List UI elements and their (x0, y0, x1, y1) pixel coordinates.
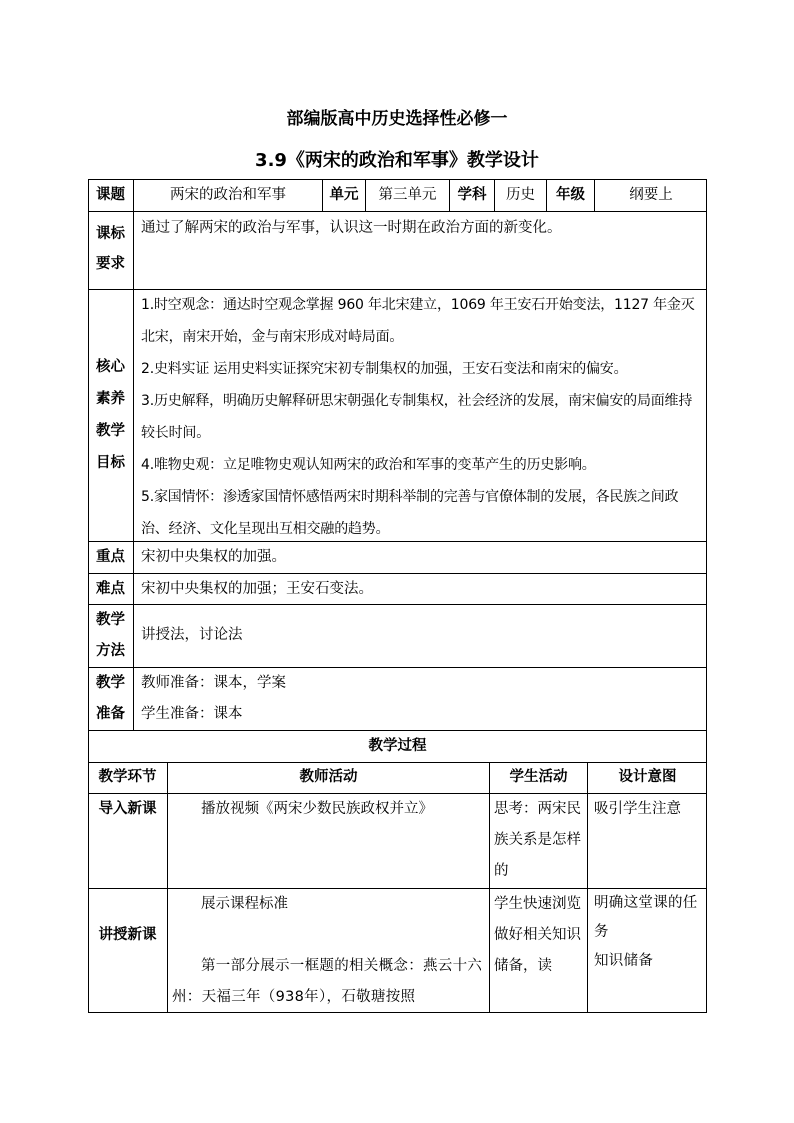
table-row-student: 思考：两宋民族关系是怎样的 (494, 801, 581, 879)
column-header-intent: 设计意图 (618, 769, 677, 785)
prep-label: 教学 准备 (96, 675, 125, 722)
document-subtitle: 3.9《两宋的政治和军事》教学设计 (255, 150, 539, 171)
key-point-text: 宋初中央集权的加强。 (141, 549, 286, 565)
literacy-goal-item: 4.唯物史观：立足唯物史观认知两宋的政治和军事的变革产生的历史影响。 (141, 457, 596, 473)
column-header-stage: 教学环节 (98, 769, 157, 785)
literacy-goal-item: 5.家国情怀：渗透家国情怀感悟两宋时期科举制的完善与官僚体制的发展，各民族之间政治、经济、文化呈现出互相交融的趋势。 (141, 489, 679, 537)
prep-teacher: 教师准备：课本，学案 (141, 675, 286, 691)
standard-label: 课标 要求 (96, 226, 125, 272)
document-title: 部编版高中历史选择性必修一 (286, 109, 508, 129)
table-row-stage: 讲授新课 (98, 927, 157, 943)
key-point-label: 重点 (96, 549, 125, 565)
table-row-intent: 明确这堂课的任务 知识储备 (594, 895, 698, 969)
topic-value: 两宋的政治和军事 (170, 187, 286, 203)
table-row-student: 学生快速浏览做好相关知识储备，读 (494, 896, 581, 974)
literacy-goal-item: 2.史料实证 运用史料实证探究宋初专制集权的加强，王安石变法和南宋的偏安。 (141, 361, 628, 377)
standard-text: 通过了解两宋的政治与军事，认识这一时期在政治方面的新变化。 (141, 220, 562, 236)
literacy-goal-item: 3.历史解释，明确历史解释研思宋朝强化专制集权，社会经济的发展，南宋偏安的局面维持较长时间。 (141, 393, 693, 441)
topic-label: 课题 (96, 187, 125, 203)
table-row-teacher: 展示课程标准 第一部分展示一框题的相关概念：燕云十六州：天福三年（938年），石敬瑭按照 (172, 896, 483, 1005)
prep-student: 学生准备：课本 (141, 706, 243, 722)
unit-label: 单元 (329, 187, 359, 203)
literacy-label: 核心 素养 教学 目标 (96, 359, 125, 471)
literacy-goal-item: 1.时空观念：通达时空观念掌握 960 年北宋建立，1069 年王安石开始变法，1127 年金灭北宋，南宋开始，金与南宋形成对峙局面。 (141, 297, 695, 345)
table-row-intent: 吸引学生注意 (594, 801, 681, 817)
process-heading: 教学过程 (368, 738, 427, 754)
unit-value: 第三单元 (378, 187, 437, 203)
table-row-stage: 导入新课 (98, 801, 157, 817)
literacy-goals (141, 289, 704, 545)
table-row-teacher: 播放视频《两宋少数民族政权并立》 (201, 801, 433, 817)
prep-text (141, 668, 701, 730)
subject-label: 学科 (457, 187, 487, 203)
grade-label: 年级 (556, 187, 585, 203)
column-header-teacher: 教师活动 (299, 769, 358, 785)
method-label: 教学 方法 (96, 612, 125, 659)
method-text: 讲授法，讨论法 (141, 627, 243, 643)
column-header-student: 学生活动 (509, 769, 568, 785)
difficulty-text: 宋初中央集权的加强；王安石变法。 (141, 581, 373, 597)
grade-value: 纲要上 (629, 187, 673, 203)
subject-value: 历史 (506, 187, 535, 203)
difficulty-label: 难点 (96, 581, 125, 597)
